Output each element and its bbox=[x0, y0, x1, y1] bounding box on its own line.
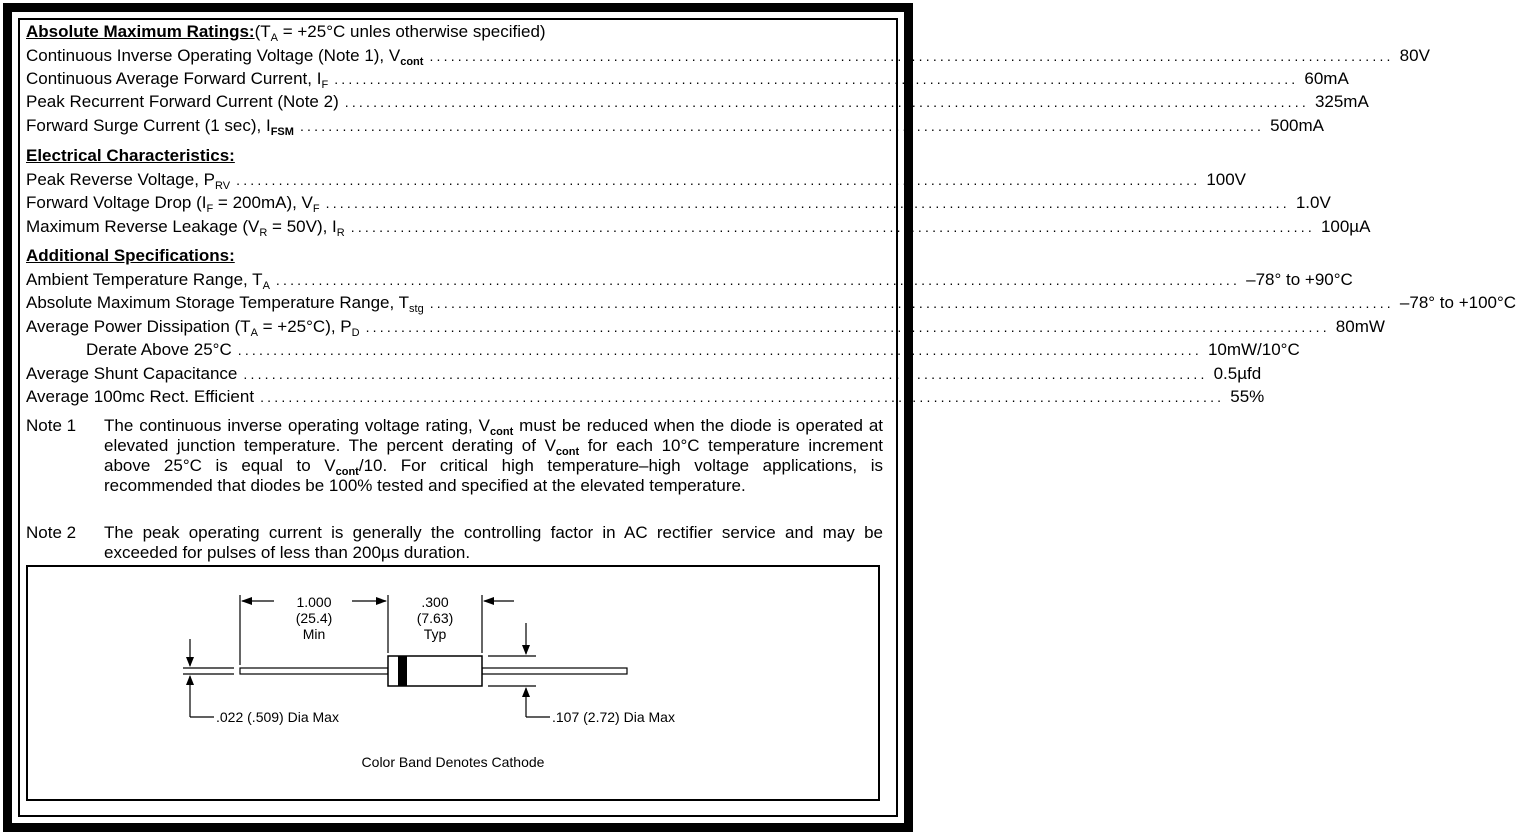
spec-value: 325mA bbox=[1314, 92, 1369, 111]
spec-row: Continuous Average Forward Current, $I_F$ ........................................................................................................................................ 60mA bbox=[26, 69, 1349, 91]
spec-row: Peak Recurrent Forward Current (Note 2) ........................................................................................................................................ 325mA bbox=[26, 92, 1369, 111]
spec-row: Derate Above 25°C ........................................................................................................................................ 10mW/10°C bbox=[86, 340, 1300, 359]
spec-value: 80V bbox=[1399, 46, 1430, 65]
arrow-head bbox=[241, 597, 252, 605]
note-2-label: Note 2 bbox=[26, 523, 77, 542]
left-lead-wire bbox=[240, 668, 388, 674]
spec-value: 100V bbox=[1206, 170, 1247, 189]
dot-leader: ........................................................................................................................................ bbox=[260, 389, 1225, 405]
dot-leader: ........................................................................................................................................ bbox=[429, 48, 1394, 64]
diode-outline-diagram bbox=[26, 565, 880, 801]
spec-value: 100µA bbox=[1320, 217, 1371, 236]
lead-diameter-label: .022 (.509) Dia Max bbox=[216, 709, 339, 725]
spec-row: Maximum Reverse Leakage $(V_R = 50V)$, $I_R$ ........................................................................................................................................ 100µA bbox=[26, 217, 1371, 239]
dot-leader: ........................................................................................................................................ bbox=[325, 195, 1290, 211]
spec-row: Average 100mc Rect. Efficient ........................................................................................................................................ 55% bbox=[26, 387, 1265, 406]
dot-leader: ........................................................................................................................................ bbox=[299, 118, 1265, 134]
dot-leader: ........................................................................................................................................ bbox=[429, 295, 1394, 311]
dot-leader: ........................................................................................................................................ bbox=[334, 71, 1299, 87]
spec-row: Absolute Maximum Storage Temperature Range, $T_{stg}$ ........................................................................................................................................ –78° to +100°C bbox=[26, 293, 1516, 315]
dot-leader: ........................................................................................................................................ bbox=[365, 319, 1330, 335]
additional-heading-line bbox=[26, 244, 883, 266]
dot-leader: ........................................................................................................................................ bbox=[237, 342, 1202, 358]
spec-value: –78° to +100°C bbox=[1399, 293, 1516, 312]
right-lead-wire bbox=[482, 668, 627, 674]
body-length-label: .300 (7.63) Typ bbox=[416, 594, 454, 642]
electrical-heading: Electrical Characteristics: bbox=[26, 146, 235, 165]
spec-row: Peak Reverse Voltage, $P_{RV}$ ........................................................................................................................................ 100V bbox=[26, 170, 1247, 192]
absolute-max-heading: Absolute Maximum Ratings: bbox=[26, 22, 255, 41]
dot-leader: ........................................................................................................................................ bbox=[275, 272, 1241, 288]
spec-value: 1.0V bbox=[1295, 193, 1331, 212]
dot-leader: ........................................................................................................................................ bbox=[236, 172, 1201, 188]
spec-value: 60mA bbox=[1304, 69, 1349, 88]
spec-value: –78° to +90°C bbox=[1246, 270, 1353, 289]
spec-value: 0.5µfd bbox=[1213, 364, 1262, 383]
dot-leader: ........................................................................................................................................ bbox=[243, 366, 1208, 382]
additional-heading: Additional Specifications: bbox=[26, 246, 235, 265]
note-2 bbox=[26, 523, 883, 563]
spec-value: 80mW bbox=[1335, 317, 1385, 336]
dot-leader: ........................................................................................................................................ bbox=[350, 219, 1315, 235]
arrow-head bbox=[522, 687, 530, 697]
spec-row: Forward Voltage Drop $(I_F = 200mA)$, $V_F$ ........................................................................................................................................ 1.0V bbox=[26, 193, 1331, 215]
body-diameter-label: .107 (2.72) Dia Max bbox=[552, 709, 675, 725]
note-1-text: The continuous inverse operating voltage rating, $V_{cont}$ must be reduced when the diode is operated at elevated junction temperature. The percent derating of $V_{cont}$ for each 10°C temperature increment above 25°C is equal to $V_{cont}/10$. For critical high temperature–high voltage applications, is recommended that diodes be 100% tested and specified at the elevated temperature. bbox=[104, 416, 883, 495]
absolute-max-heading-line bbox=[26, 20, 883, 42]
absolute-max-condition: ($T_A = +25^\circ C$ unles otherwise specified) bbox=[254, 22, 546, 44]
spec-value: 500mA bbox=[1270, 116, 1325, 135]
arrow-head bbox=[522, 645, 530, 655]
arrow-head bbox=[186, 675, 194, 685]
dot-leader: ........................................................................................................................................ bbox=[344, 94, 1309, 110]
spec-row: Ambient Temperature Range, $T_A$ ........................................................................................................................................ –78° to +90°C bbox=[26, 270, 1353, 292]
arrow-head bbox=[483, 597, 494, 605]
spec-row: Average Shunt Capacitance ........................................................................................................................................ 0.5µfd bbox=[26, 364, 1262, 383]
spec-value: 55% bbox=[1230, 387, 1265, 406]
spec-value: 10mW/10°C bbox=[1207, 340, 1300, 359]
note-1-label: Note 1 bbox=[26, 416, 77, 435]
note-2-text: The peak operating current is generally the controlling factor in AC rectifier service and may be exceeded for pulses of less than 200µs duration. bbox=[104, 523, 883, 562]
spec-row: Continuous Inverse Operating Voltage (Note 1), $V_{cont}$ ........................................................................................................................................ 80V bbox=[26, 46, 1430, 68]
arrow-head bbox=[186, 657, 194, 667]
spec-row: Average Power Dissipation $(T_A = +25^\circ C)$, $P_D$ ........................................................................................................................................ 80mW bbox=[26, 317, 1385, 339]
spec-row: Forward Surge Current (1 sec), $I_{FSM}$ ........................................................................................................................................ 500mA bbox=[26, 116, 1325, 138]
electrical-heading-line bbox=[26, 144, 883, 166]
lead-length-label: 1.000 (25.4) Min bbox=[295, 594, 333, 642]
note-1 bbox=[26, 416, 883, 496]
arrow-head bbox=[376, 597, 387, 605]
diagram-caption: Color Band Denotes Cathode bbox=[361, 754, 545, 770]
cathode-band bbox=[398, 656, 407, 686]
